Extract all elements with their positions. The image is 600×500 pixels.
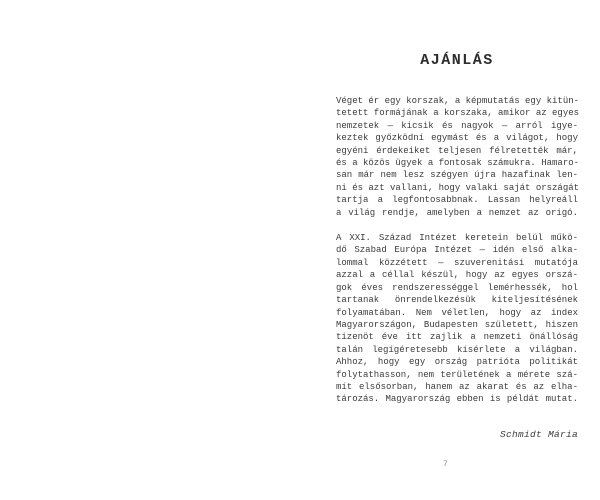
text-line: san már nem lesz szégyen újra hazafinak len- [336, 170, 578, 181]
text-line: tartanak önrendelkezésük kiteljesítésének [336, 295, 578, 306]
page-number: 7 [443, 460, 448, 469]
page-title: AJÁNLÁS [420, 52, 494, 69]
text-line: ni és azt vallani, hogy valaki saját országát [336, 182, 580, 193]
text-line: a világ rendje, amelyben a nemzet az origó. [336, 207, 578, 218]
text-line: folyamatában. Nem véletlen, hogy az index [336, 307, 578, 318]
text-line: keztek győzködni egymást és a világot, hogy [336, 133, 578, 144]
text-line: tizenöt éve itt zajlik a nemzeti önállóság [336, 332, 578, 343]
text-line: mít elsősorban, hanem az akarat és az elha- [336, 381, 578, 392]
text-line: tetett formájának a korszaka, amikor az egyes [336, 108, 580, 119]
text-line: tározás. Magyarország ebben is példát mutat. [336, 394, 578, 405]
text-line: Ahhoz, hogy egy ország patrióta politikát [336, 357, 578, 368]
text-line: azzal a céllal készül, hogy az egyes orszá- [336, 270, 578, 281]
dedication-paragraph-2 [336, 232, 578, 406]
text-line: egyéni érdekeiket teljesen félretették már, [336, 145, 578, 156]
signature-author: Schmidt Mária [499, 429, 578, 440]
text-line: A XXI. Század Intézet keretein belül műkö- [336, 233, 578, 244]
dedication-paragraph-1 [336, 95, 578, 219]
text-line: és a közös ügyek a fontosak számukra. Hamaro- [336, 158, 580, 169]
text-line: gok éves rendszerességgel lemérhessék, hol [336, 282, 578, 293]
text-line: talán legígéretesebb kísérlete a világban. [336, 344, 578, 355]
text-line: dő Szabad Európa Intézet — idén első alka- [336, 245, 578, 256]
text-line: Magyarországon, Budapesten született, hiszen [336, 319, 578, 330]
dedication-text [336, 95, 578, 406]
text-line: tartja a legfontosabbnak. Lassan helyreáll [336, 195, 578, 206]
text-line: nemzetek — kicsik és nagyok — arról igye- [336, 120, 578, 131]
text-line: folytathasson, nem területének a mérete szá- [336, 369, 578, 380]
text-line: Véget ér egy korszak, a képmutatás egy kitün- [336, 96, 580, 106]
text-line: lommal közzétett — szuverenitási mutatója [336, 257, 578, 268]
